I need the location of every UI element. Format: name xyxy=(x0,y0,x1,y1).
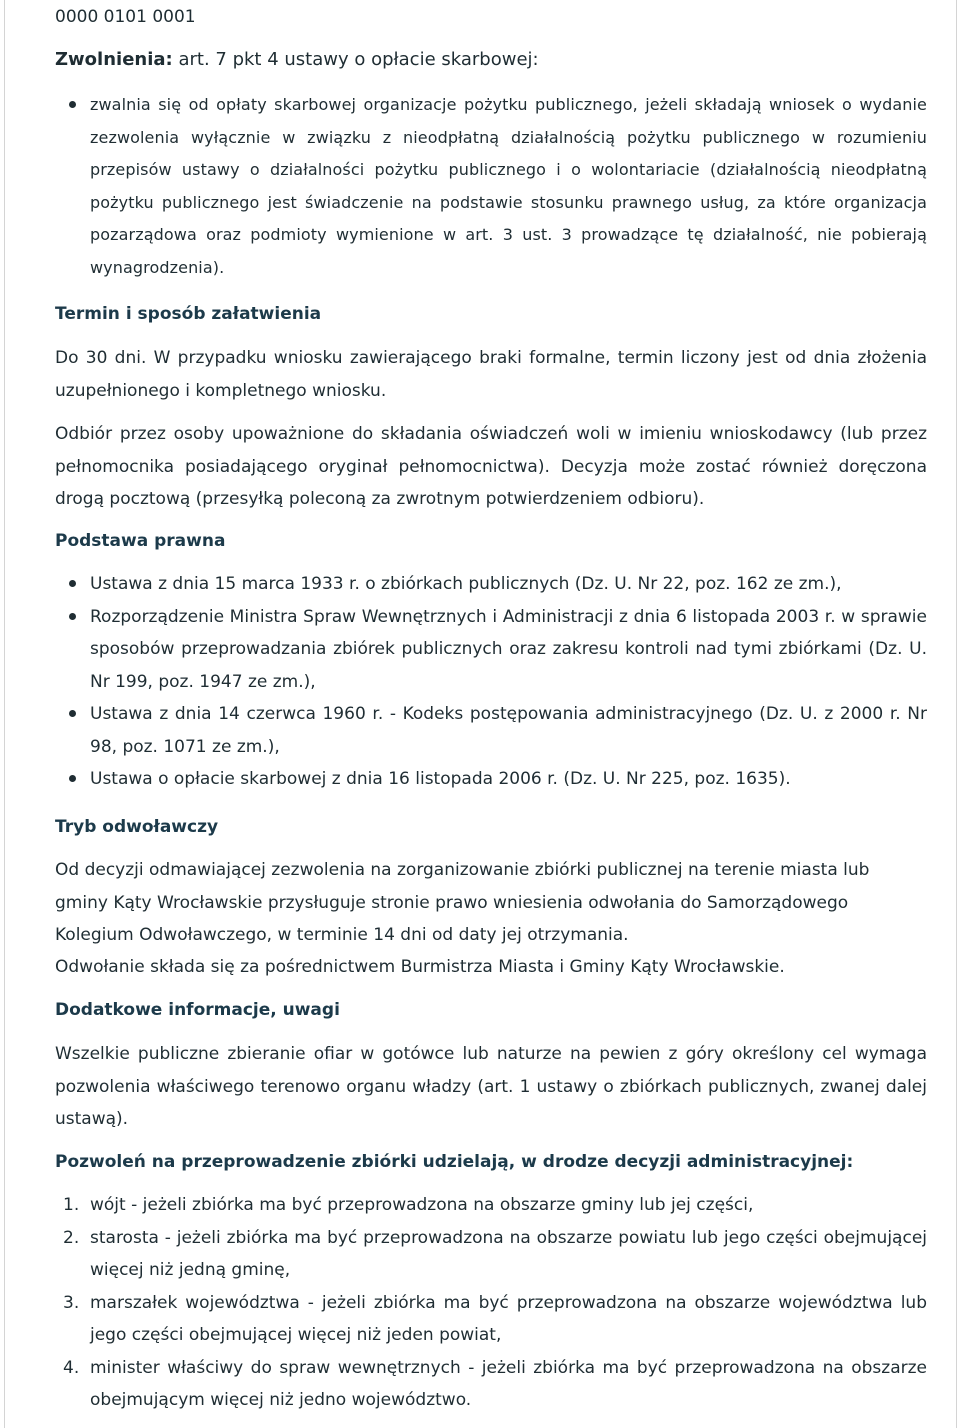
legal-basis-text: Ustawa o opłacie skarbowej z dnia 16 listopada 2006 r. (Dz. U. Nr 225, poz. 1635). xyxy=(90,769,791,789)
legal-basis-text: Rozporządzenie Ministra Spraw Wewnętrznych i Administracji z dnia 6 listopada 2003 r. w sprawie sposobów przeprowadzania zbiórek publicznych oraz zakresu kontroli nad tymi zbiórkami (Dz. U. Nr 199, poz. 1947 ze zm.), xyxy=(90,606,927,692)
exemptions-list xyxy=(55,89,927,284)
list-item xyxy=(55,1222,927,1287)
list-item xyxy=(55,568,927,601)
page-border-left xyxy=(4,0,5,1428)
list-item xyxy=(55,601,927,699)
exemption-text: zwalnia się od opłaty skarbowej organizacje pożytku publicznego, jeżeli składają wniosek o wydanie zezwolenia wyłącznie w związku z nieodpłatną działalnością pożytku publicznego w rozumieniu przepisów ustawy o działalności pożytku publicznego i o wolontariacie (działalnością nieodpłatną pożytku publicznego jest świadczenie na podstawie stosunku prawnego usług, za które organizacja pozarządowa oraz podmioty wymienione w art. 3 ust. 3 prowadzące tę działalność, nie pobierają wynagrodzenia). xyxy=(90,95,927,277)
item-number: 4. xyxy=(63,1357,80,1378)
list-item xyxy=(55,698,927,763)
legal-basis-text: Ustawa z dnia 14 czerwca 1960 r. - Kodeks postępowania administracyjnego (Dz. U. z 2000 r. Nr 98, poz. 1071 ze zm.), xyxy=(90,704,927,757)
item-number: 1. xyxy=(63,1195,80,1215)
list-item xyxy=(55,763,927,796)
case-code: 0000 0101 0001 xyxy=(55,7,196,27)
termin-paragraph-2: Odbiór przez osoby upoważnione do składania oświadczeń woli w imieniu wnioskodawcy (lub przez pełnomocnika posiadającego oryginał pełnomocnictwa). Decyzja może zostać również doręczona drogą pocztową (przesyłką poleconą za zwrotnym potwierdzeniem odbioru). xyxy=(55,424,927,509)
list-item xyxy=(55,1189,927,1222)
bullet-icon xyxy=(69,101,76,108)
permits-subheading: Pozwoleń na przeprowadzenie zbiórki udzielają, w drodze decyzji administracyjnej: xyxy=(55,1152,854,1172)
section-heading-dodatkowe: Dodatkowe informacje, uwagi xyxy=(55,1000,340,1020)
bullet-icon xyxy=(69,580,76,587)
tryb-paragraph-1: Od decyzji odmawiającej zezwolenia na zorganizowanie zbiórki publicznej na terenie miasta lub gminy Kąty Wrocławskie przysługuje stronie prawo wniesienia odwołania do Samorządowego Kolegium Odwoławczego, w terminie 14 dni od daty jej otrzymania. xyxy=(55,860,870,945)
legal-basis-list xyxy=(55,568,927,796)
dodatkowe-paragraph: Wszelkie publiczne zbieranie ofiar w gotówce lub naturze na pewien z góry określony cel wymaga pozwolenia właściwego terenowo organu władzy (art. 1 ustawy o zbiórkach publicznych, zwanej dalej ustawą). xyxy=(55,1044,927,1129)
bullet-icon xyxy=(69,775,76,782)
permits-list xyxy=(55,1189,927,1417)
list-item xyxy=(55,89,927,284)
tryb-paragraph-2: Odwołanie składa się za pośrednictwem Burmistrza Miasta i Gminy Kąty Wrocławskie. xyxy=(55,957,785,977)
list-item xyxy=(55,1287,927,1352)
exemptions-intro xyxy=(55,49,927,71)
section-heading-termin: Termin i sposób załatwienia xyxy=(55,304,322,324)
list-item xyxy=(55,1352,927,1417)
permit-text: minister właściwy do spraw wewnętrznych - jeżeli zbiórka ma być przeprowadzona na obszarze obejmującym więcej niż jedno województwo. xyxy=(90,1357,927,1410)
item-number: 2. xyxy=(63,1227,80,1248)
item-number: 3. xyxy=(63,1292,80,1313)
permit-text: starosta - jeżeli zbiórka ma być przeprowadzona na obszarze powiatu lub jego części obejmującej więcej niż jedną gminę, xyxy=(90,1227,927,1280)
page-border-right xyxy=(956,0,957,1428)
section-heading-tryb: Tryb odwoławczy xyxy=(55,817,219,837)
exemptions-intro-text: art. 7 pkt 4 ustawy o opłacie skarbowej: xyxy=(172,49,539,70)
termin-paragraph-1: Do 30 dni. W przypadku wniosku zawierającego braki formalne, termin liczony jest od dnia złożenia uzupełnionego i kompletnego wniosku. xyxy=(55,348,927,401)
exemptions-label: Zwolnienia: xyxy=(55,49,173,70)
permit-text: wójt - jeżeli zbiórka ma być przeprowadzona na obszarze gminy lub jej części, xyxy=(90,1195,754,1215)
legal-basis-text: Ustawa z dnia 15 marca 1933 r. o zbiórkach publicznych (Dz. U. Nr 22, poz. 162 ze zm.), xyxy=(90,574,842,594)
section-heading-podstawa: Podstawa prawna xyxy=(55,531,226,551)
permit-text: marszałek województwa - jeżeli zbiórka ma być przeprowadzona na obszarze województwa lub jego części obejmującej więcej niż jeden powiat, xyxy=(90,1292,927,1345)
bullet-icon xyxy=(69,710,76,717)
bullet-icon xyxy=(69,613,76,620)
